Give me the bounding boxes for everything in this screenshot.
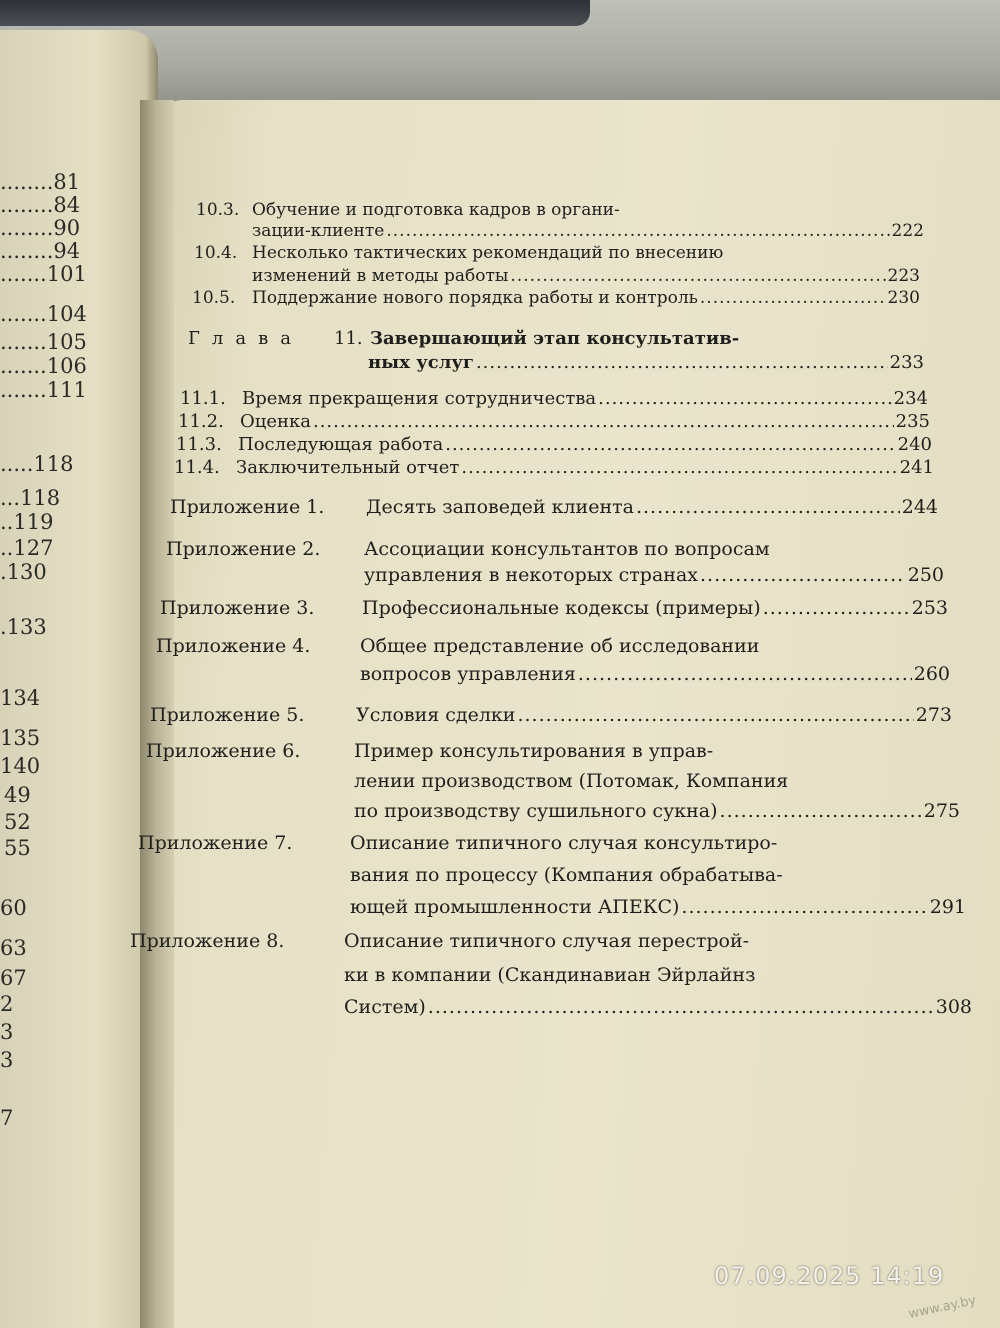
section-number: 10.4.: [194, 243, 238, 263]
toc-entry-11-2: [178, 411, 930, 432]
appendix-title: вопросов управления: [360, 663, 576, 685]
left-page-number: ........94: [0, 239, 81, 263]
leader-dots: [428, 996, 934, 1018]
leader-dots: [598, 388, 892, 409]
toc-appendix-3: [160, 597, 948, 619]
left-page-number: 2: [0, 992, 14, 1016]
leader-dots: [476, 352, 888, 373]
toc-appendix-7-cont2: [350, 896, 966, 918]
toc-appendix-8: [130, 930, 966, 952]
appendix-title: Общее представление об исследовании: [360, 635, 760, 657]
appendix-title: лении производством (Потомак, Компания: [354, 770, 789, 792]
appendix-label: Приложение 6.: [146, 740, 301, 762]
section-title: Оценка: [240, 411, 311, 432]
page-number: 275: [923, 800, 960, 822]
leader-dots: [510, 266, 885, 286]
appendix-title: ки в компании (Скандинавиан Эйрлайнз: [344, 964, 756, 986]
left-page-number: ..119: [0, 510, 54, 534]
toc-entry-10-4: [194, 243, 924, 263]
appendix-title: ющей промышленности АПЕКС): [350, 896, 680, 918]
section-number: 11.2.: [178, 411, 224, 432]
page-number: 250: [907, 564, 944, 586]
leader-dots: [517, 704, 913, 726]
appendix-label: Приложение 8.: [130, 930, 285, 952]
left-page-number: 135: [0, 726, 41, 750]
left-page-number: ...118: [0, 486, 61, 510]
appendix-title: вания по процессу (Компания обрабатыва-: [350, 864, 783, 886]
left-page-number: 3: [0, 1048, 14, 1072]
page-number: 273: [915, 704, 952, 726]
appendix-title: Условия сделки: [356, 704, 516, 726]
toc-appendix-2-cont: [364, 564, 944, 586]
chapter-title: ных услуг: [368, 352, 474, 373]
section-number: 11.4.: [174, 457, 220, 478]
left-page-number: .......101: [0, 262, 87, 286]
section-title: зации-клиенте: [252, 221, 385, 241]
chapter-number: 11.: [334, 328, 363, 349]
leader-dots: [445, 434, 895, 455]
appendix-title: управления в некоторых странах: [364, 564, 698, 586]
leader-dots: [578, 663, 912, 685]
section-title: Поддержание нового порядка работы и контроль: [252, 288, 698, 308]
left-page-number: .......104: [0, 302, 87, 326]
leader-dots: [763, 597, 910, 619]
section-title: Последующая работа: [238, 434, 444, 455]
left-page-number: ........84: [0, 193, 81, 217]
appendix-title: Пример консультирования в управ-: [354, 740, 714, 762]
left-page-number: 134: [0, 686, 41, 710]
left-page-number: 63: [0, 936, 27, 960]
page-number: 223: [887, 266, 920, 286]
left-page-number: .......105: [0, 330, 87, 354]
page-number: 234: [893, 388, 928, 409]
page-number: 260: [913, 663, 950, 685]
leader-dots: [681, 896, 927, 918]
toc-appendix-7: [138, 832, 958, 854]
page-number: 253: [911, 597, 948, 619]
toc-appendix-4: [156, 635, 952, 657]
page-number: 291: [929, 896, 966, 918]
toc-appendix-7-cont: [350, 864, 960, 886]
toc-appendix-1: [170, 496, 938, 518]
toc-appendix-8-cont2: [344, 996, 972, 1018]
left-page-number: 140: [0, 754, 41, 778]
chapter-title: Завершающий этап консультатив-: [370, 328, 740, 349]
page-number: 240: [897, 434, 932, 455]
leader-dots: [636, 496, 900, 518]
left-page-number: .......106: [0, 354, 87, 378]
toc-entry-10-3: [196, 200, 924, 220]
section-title: Заключительный отчет: [236, 457, 460, 478]
appendix-label: Приложение 2.: [166, 538, 321, 560]
leader-dots: [700, 564, 906, 586]
left-page-number: ........90: [0, 216, 81, 240]
appendix-label: Приложение 4.: [156, 635, 311, 657]
leader-dots: [313, 411, 894, 432]
leader-dots: [386, 221, 889, 241]
toc-chapter-11-cont: [368, 352, 924, 373]
toc-appendix-5: [150, 704, 952, 726]
toc-appendix-6: [146, 740, 956, 762]
page-number: 244: [901, 496, 938, 518]
toc-appendix-6-cont2: [354, 800, 960, 822]
left-page-number: .....118: [0, 452, 74, 476]
page-number: 241: [899, 457, 934, 478]
page-number: 233: [889, 352, 924, 373]
leader-dots: [461, 457, 897, 478]
appendix-title: Описание типичного случая перестрой-: [344, 930, 750, 952]
page-number: 235: [895, 411, 930, 432]
appendix-title: по производству сушильного сукна): [354, 800, 718, 822]
chapter-label: Глава: [188, 328, 303, 349]
toc-appendix-4-cont: [360, 663, 950, 685]
appendix-title: Систем): [344, 996, 426, 1018]
toc-entry-10-5: [192, 288, 920, 308]
appendix-title: Профессиональные кодексы (примеры): [362, 597, 761, 619]
appendix-label: Приложение 7.: [138, 832, 293, 854]
toc-entry-10-4-cont: [252, 266, 920, 286]
page-number: 308: [935, 996, 972, 1018]
toc-entry-11-3: [176, 434, 932, 455]
toc-entry-11-1: [180, 388, 928, 409]
leader-dots: [700, 288, 886, 308]
left-page-number: ........81: [0, 170, 81, 194]
left-page-number: 55: [4, 836, 31, 860]
toc-appendix-2: [166, 538, 946, 560]
left-page-number: 52: [4, 810, 31, 834]
photo-timestamp: 07.09.2025 14:19: [714, 1262, 945, 1290]
toc-chapter-11: [188, 328, 928, 349]
section-title: Обучение и подготовка кадров в органи-: [252, 200, 620, 220]
left-page-number: .133: [0, 615, 47, 639]
toc-entry-10-3-cont: [252, 221, 924, 241]
section-number: 11.3.: [176, 434, 222, 455]
left-page-number: 7: [0, 1106, 14, 1130]
section-title: Время прекращения сотрудничества: [242, 388, 597, 409]
page-number: 222: [891, 221, 924, 241]
section-number: 10.5.: [192, 288, 236, 308]
left-page-number: 3: [0, 1020, 14, 1044]
appendix-title: Десять заповедей клиента: [366, 496, 634, 518]
section-number: 11.1.: [180, 388, 226, 409]
left-page-number: 49: [4, 783, 31, 807]
section-title: Несколько тактических рекомендаций по внесению: [252, 243, 724, 263]
left-page-number: 60: [0, 896, 27, 920]
section-title: изменений в методы работы: [252, 266, 509, 286]
appendix-label: Приложение 5.: [150, 704, 305, 726]
section-number: 10.3.: [196, 200, 240, 220]
leader-dots: [720, 800, 922, 822]
toc-appendix-6-cont: [354, 770, 954, 792]
left-page-number: 67: [0, 966, 27, 990]
appendix-title: Описание типичного случая консультиро-: [350, 832, 778, 854]
left-page-number: ..127: [0, 536, 54, 560]
appendix-label: Приложение 1.: [170, 496, 325, 518]
left-page-number: .130: [0, 560, 47, 584]
appendix-title: Ассоциации консультантов по вопросам: [364, 538, 770, 560]
toc-entry-11-4: [174, 457, 934, 478]
toc-appendix-8-cont: [344, 964, 964, 986]
appendix-label: Приложение 3.: [160, 597, 315, 619]
page-number: 230: [887, 288, 920, 308]
watermark: www.ay.by: [907, 1293, 978, 1322]
left-page-number: .......111: [0, 378, 87, 402]
